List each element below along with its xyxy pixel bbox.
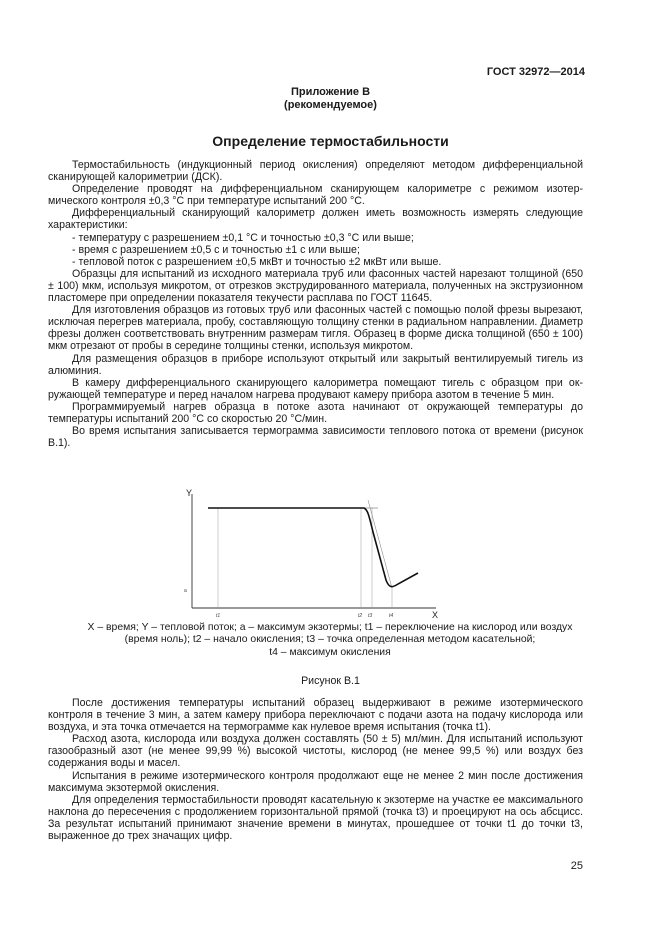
paragraph: Для размещения образцов в приборе используют открытый или закрытый вентилируемый тигель из алюминия.: [48, 352, 583, 377]
thermogram-curve: [208, 508, 418, 587]
x-axis-label: X: [432, 610, 439, 620]
body-text-top: [48, 159, 583, 449]
paragraph: Испытания в режиме изотермического контроля продолжают еще не менее 2 мин после достижения максимума экзотермой окисления.: [48, 769, 583, 794]
tick-t2: t2: [358, 613, 363, 619]
paragraph: Термостабильность (индукционный период окисления) определяют методом дифференциальной сканирующей калориметрии (ДСК).: [48, 159, 583, 184]
thermogram-plot: [168, 484, 468, 628]
thermogram-figure: [168, 484, 468, 628]
paragraph: - время с разрешением ±0,5 с и точностью ±1 с или выше;: [72, 243, 360, 256]
annex-status: (рекомендуемое): [284, 99, 377, 111]
paragraph: В камеру дифференциального сканирующего калориметра помещают тигель с образцом при окружающей температуре и перед началом нагрева продувают камеру прибора азотом в течение 5 мин.: [48, 376, 583, 401]
paragraph: Определение проводят на дифференциальном сканирующем калориметре с режимом изотермического контроля ±0,3 °С при температуре испытаний 200 °С.: [48, 183, 583, 208]
paragraph: Расход азота, кислорода или воздуха должен составлять (50 ± 5) мл/мин. Для испытаний используют газообразный азот (не менее 99,99 %) высокой чистоты, кислород (не менее 99,5 %) или воздух без содержания воды и масел.: [48, 733, 583, 770]
paragraph: Образцы для испытаний из исходного материала труб или фасонных частей нарезают толщиной (650 ± 100) мкм, используя микротом, от отрезков экструдированного материала, полученных на экструзионном пластомере при определении показателя текучести расплава по ГОСТ 11645.: [48, 267, 583, 305]
body-text-bottom: [48, 697, 583, 842]
y-axis-label: Y: [186, 488, 193, 498]
legend-line-3: t4 – максимум окисления: [269, 646, 391, 658]
page-number: 25: [570, 860, 583, 872]
figure-caption: Рисунок В.1: [301, 675, 360, 687]
tick-t3: t3: [368, 613, 373, 619]
tick-t4: t4: [389, 613, 394, 619]
paragraph: - температуру с разрешением ±0,1 °С и точностью ±0,3 °С или выше;: [72, 231, 414, 244]
paragraph: После достижения температуры испытаний образец выдерживают в режиме изотермического контроля в течение 3 мин, а затем камеру прибора переключают с подачи азота на подачу кислорода или воздуха, и эта точка отмечается на термограмме как нулевое время испытания (точка t1).: [48, 697, 583, 734]
exotherm-label: а: [184, 588, 187, 594]
paragraph: Для определения термостабильности проводят касательную к экзотерме на участке ее максимального наклона до пересечения с продолжением горизонтальной прямой (точка t3) и проецируют на ось абсцисс. За результат испытаний принимают значение времени в минутах, прошедшее от точки t1 до точки t3, выраженное до трех значащих цифр.: [48, 793, 583, 843]
legend-line-2: (время ноль); t2 – начало окисления; t3 – точка определенная методом касательной;: [124, 634, 536, 646]
figure-legend: [60, 622, 600, 659]
paragraph: Программируемый нагрев образца в потоке азота начинают от окружающей температуры до температуры испытаний 200 °С со скоростью 20 °С/мин.: [48, 400, 583, 425]
annex-heading: [0, 86, 661, 112]
annex-label: Приложение В: [290, 86, 371, 98]
standard-number: ГОСТ 32972—2014: [486, 66, 585, 78]
paragraph: - тепловой поток с разрешением ±0,5 мкВт и точностью ±2 мкВт или выше.: [72, 255, 442, 268]
paragraph: Во время испытания записывается термограмма зависимости теплового потока от времени (рисунок В.1).: [48, 425, 583, 450]
tangent-line: [368, 500, 392, 588]
section-title: Определение термостабильности: [212, 133, 449, 149]
paragraph: Дифференциальный сканирующий калориметр должен иметь возможность измерять следующие характеристики:: [48, 207, 583, 232]
legend-line-1: X – время; Y – тепловой поток; a – максимум экзотермы; t1 – переключение на кислород или воздух: [87, 622, 573, 633]
tick-t1: t1: [216, 613, 221, 619]
paragraph: Для изготовления образцов из готовых труб или фасонных частей с помощью полой фрезы вырезают, исключая перегрев материала, пробу, составляющую толщину стенки в радиальном направлении. Диаметр фрезы должен соответствовать внутренним размерам тигля. Образец в форме диска толщиной (650 ± 100) мкм отрезают от пробы в середине толщины стенки, используя микротом.: [48, 304, 583, 353]
